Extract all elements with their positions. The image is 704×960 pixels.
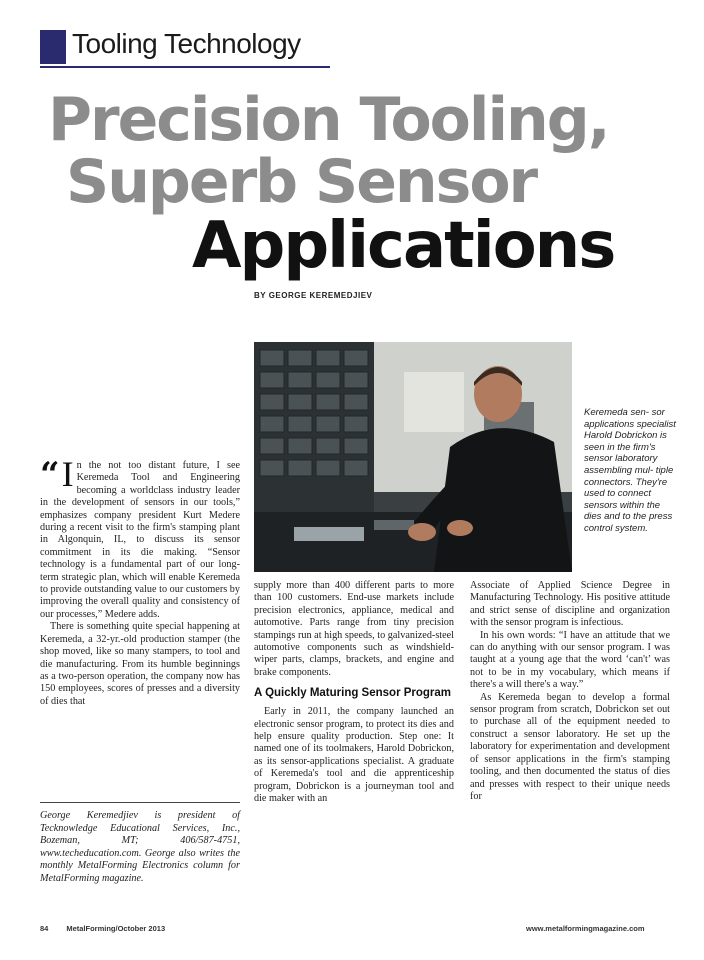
subheading: A Quickly Maturing Sensor Program [254, 687, 452, 700]
article-photo [254, 342, 572, 572]
drop-cap: I [61, 454, 74, 494]
magazine-issue: MetalForming/October 2013 [66, 924, 166, 933]
headline-line-1: Precision Tooling, [48, 85, 609, 155]
headline-line-2: Superb Sensor [66, 147, 537, 217]
body-paragraph: As Keremeda began to develop a formal sensor program from scratch, Dobrickon set out to purchase all of the equipment needed to construct a sensor laboratory. He set up the laboratory for experimentation and development of sensor applications in the firm's stamping tooling, and then documented the status of dies and presses with respect to their unique needs for [470, 691, 670, 802]
section-accent-bar [40, 30, 66, 64]
body-paragraph: Associate of Applied Science Degree in Manufacturing Technology. His positive attitude and strict sense of discipline and organization with the sensor program is infectious. [470, 580, 670, 629]
magazine-url[interactable]: www.metalformingmagazine.com [526, 924, 645, 933]
page-number: 84 [40, 924, 49, 933]
headline-line-3: Applications [192, 209, 615, 283]
photo-caption: Keremeda sen- sor applications specialist Harold Dobrickon is seen in the firm's sensor laboratory assembling mul- tiple connectors. They're used to connect sensors within the dies and to the press control system. [584, 407, 676, 534]
footer-left [40, 924, 183, 933]
column-1 [40, 454, 240, 708]
column-3 [470, 580, 670, 803]
intro-text: n the not too distant future, I see Keremeda Tool and Engineering becoming a worldclass industry leader in the development of sensors in our tools,” emphasizes company president Kurt Medere during a recent visit to the firm's stamping plant in Algonquin, IL, to discuss its sensor commitment in its die making. “Sensor technology is a fundamental part of our long-term strategic plan, which will enable Keremeda to provide outstanding value to our customers by improving the overall quality and consistency of our processes,” Medere adds. [40, 460, 240, 620]
body-paragraph: supply more than 400 different parts to more than 100 customers. End-use markets include precision electronics, appliance, medical and automotive. Parts range from tiny precision stampings run at high speeds, to galvanized-steel automotive components such as windshield-wiper parts, clamps, brackets, and engine and brake components. [254, 580, 454, 678]
body-paragraph: There is something quite special happening at Keremeda, a 32-yr.-old production stamper (the shop moved, like so many stampers, to tool and die manufacturing. From its humble beginnings as a two-person operation, the company now has 150 employees, scores of presses and a diversity of dies that [40, 621, 240, 707]
drop-quote-mark: “ [40, 455, 60, 495]
body-paragraph: In his own words: “I have an attitude that we can do anything with our sensor program. I was taught at a young age that the word ‘can't’ was not to be in my vocabulary, which means if there's a will there's a way.” [470, 629, 670, 691]
author-bio: George Keremedjiev is president of Tecknowledge Educational Services, Inc., Bozeman, MT; 406/587-4751, www.techeducation.com. George also writes the monthly MetalForming Electronics column for MetalForming magazine. [40, 810, 240, 884]
author-note-rule [40, 802, 240, 803]
section-rule [40, 66, 330, 68]
body-paragraph: Early in 2011, the company launched an electronic sensor program, to protect its dies and help ensure quality production. Step one: It named one of its toolmakers, Harold Dobrickon, as its sensor-applications specialist. A graduate of Keremeda's tool and die apprenticeship program, Dobrickon is a journeyman tool and die maker with an [254, 706, 454, 805]
intro-paragraph [40, 454, 240, 621]
column-2 [254, 580, 454, 806]
byline: BY GEORGE KEREMEDJIEV [254, 291, 373, 300]
section-label: Tooling Technology [72, 28, 301, 59]
